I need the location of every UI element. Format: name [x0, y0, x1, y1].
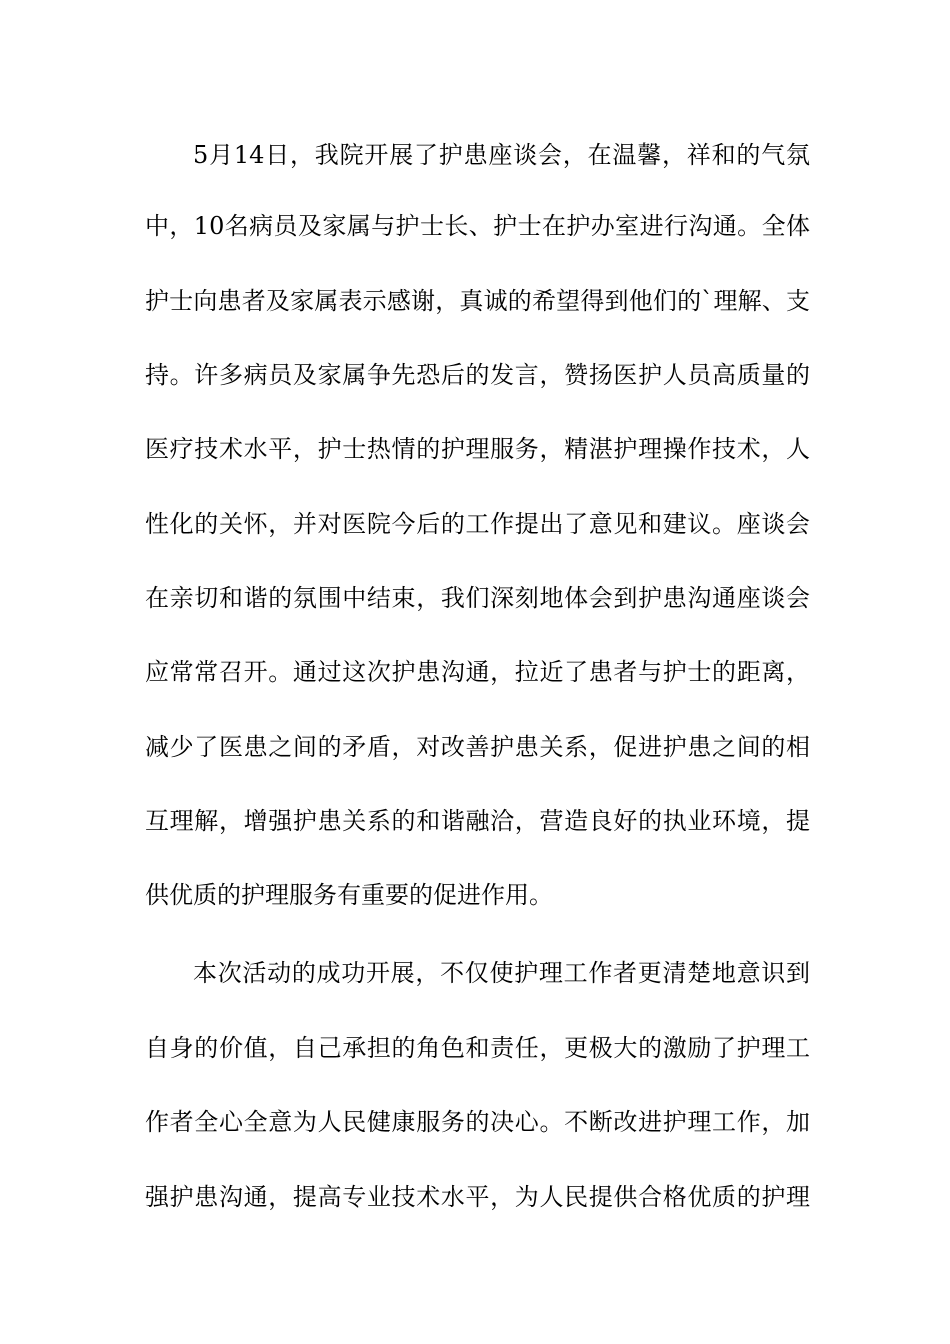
paragraph-line: 护士向患者及家属表示感谢，真诚的希望得到他们的`理解、支	[145, 287, 810, 315]
paragraph-line: 强护患沟通，提高专业技术水平，为人民提供合格优质的护理	[145, 1183, 810, 1211]
paragraph-line: 减少了医患之间的矛盾，对改善护患关系，促进护患之间的相	[145, 733, 810, 761]
paragraph-line: 应常常召开。通过这次护患沟通，拉近了患者与护士的距离，	[145, 658, 810, 686]
paragraph-line: 本次活动的成功开展，不仅使护理工作者更清楚地意识到	[193, 959, 810, 987]
paragraph-line: 医疗技术水平，护士热情的护理服务，精湛护理操作技术，人	[145, 435, 810, 463]
paragraph-line: 在亲切和谐的氛围中结束，我们深刻地体会到护患沟通座谈会	[145, 584, 810, 612]
paragraph-line: 互理解，增强护患关系的和谐融洽，营造良好的执业环境，提	[145, 807, 810, 835]
paragraph-line: 持。许多病员及家属争先恐后的发言，赞扬医护人员高质量的	[145, 361, 810, 389]
paragraph-line: 自身的价值，自己承担的角色和责任，更极大的激励了护理工	[145, 1034, 810, 1062]
paragraph-line: 中，10名病员及家属与护士长、护士在护办室进行沟通。全体	[145, 212, 810, 240]
paragraph-line: 性化的关怀，并对医院今后的工作提出了意见和建议。座谈会	[145, 510, 810, 538]
paragraph-line: 供优质的护理服务有重要的促进作用。	[145, 881, 553, 909]
paragraph-line: 作者全心全意为人民健康服务的决心。不断改进护理工作，加	[145, 1108, 810, 1136]
paragraph-line: 5月14日，我院开展了护患座谈会，在温馨，祥和的气氛	[193, 141, 810, 169]
